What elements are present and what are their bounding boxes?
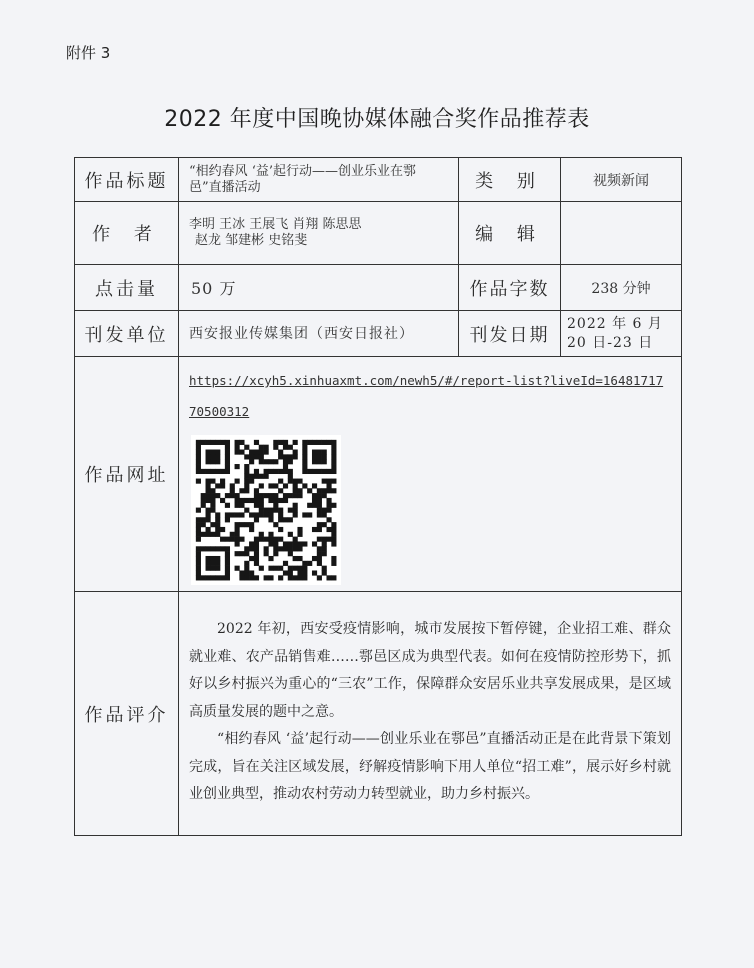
author-label: 作 者: [75, 202, 179, 265]
review-label: 作品评介: [75, 592, 179, 836]
url-label: 作品网址: [75, 357, 179, 592]
publisher-label: 刊发单位: [75, 311, 179, 357]
qr-code-image: [191, 435, 341, 585]
work-title-label: 作品标题: [75, 158, 179, 202]
review-paragraph-1: 2022 年初，西安受疫情影响，城市发展按下暂停键，企业招工难、群众就业难、农产品销售难……鄠邑区成为典型代表。如何在疫情防控形势下，抓好以乡村振兴为重心的“三农”工作，保障群众安居乐业共享发展成果，是区域高质量发展的题中之意。: [189, 621, 671, 720]
word-count-label: 作品字数: [459, 265, 561, 311]
review-text: [179, 592, 682, 836]
word-count-value: 238 分钟: [561, 265, 682, 311]
editor-label: 编 辑: [459, 202, 561, 265]
row-url: [75, 357, 682, 592]
row-publisher: [75, 311, 682, 357]
author-value: [179, 202, 459, 265]
category-label: 类 别: [459, 158, 561, 202]
publisher-value: 西安报业传媒集团（西安日报社）: [179, 311, 459, 357]
editor-value: [561, 202, 682, 265]
pub-date-value: 2022 年 6 月 20 日-23 日: [561, 311, 682, 357]
row-author: [75, 202, 682, 265]
row-work-title: [75, 158, 682, 202]
url-cell: [179, 357, 682, 592]
work-title-value: “相约春风 ‘益’起行动——创业乐业在鄠邑”直播活动: [179, 158, 459, 202]
recommendation-form: [74, 157, 682, 836]
clicks-value: 50 万: [179, 265, 459, 311]
row-review: [75, 592, 682, 836]
attachment-label: 附件 3: [66, 44, 111, 62]
row-clicks: [75, 265, 682, 311]
pub-date-label: 刊发日期: [459, 311, 561, 357]
author-line-2: 赵龙 邹建彬 史铭斐: [195, 233, 308, 248]
page-title: 2022 年度中国晚协媒体融合奖作品推荐表: [164, 107, 590, 132]
work-url-link[interactable]: https://xcyh5.xinhuaxmt.com/newh5/#/report-list?liveId=1648171770500312: [189, 373, 664, 419]
review-paragraph-2: “相约春风 ‘益’起行动——创业乐业在鄠邑”直播活动正是在此背景下策划完成，旨在关注区域发展，纾解疫情影响下用人单位“招工难”，展示好乡村就业创业典型，推动农村劳动力转型就业，助力乡村振兴。: [189, 731, 671, 803]
clicks-label: 点击量: [75, 265, 179, 311]
category-value: 视频新闻: [561, 158, 682, 202]
author-line-1: 李明 王冰 王展飞 肖翔 陈思思: [189, 217, 362, 232]
